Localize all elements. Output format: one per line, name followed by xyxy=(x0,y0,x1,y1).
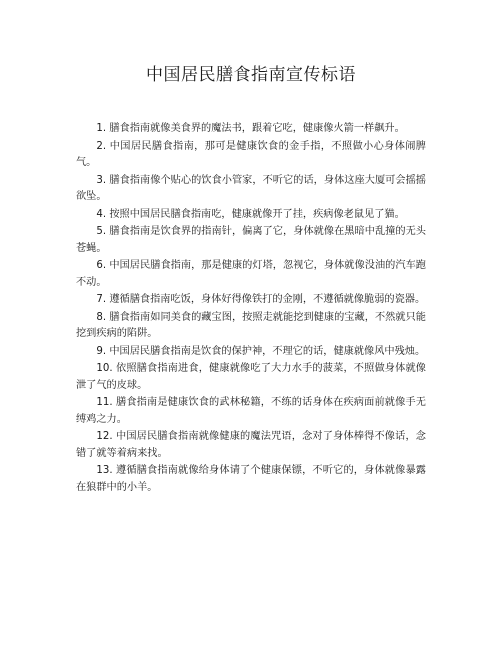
slogan-item: 8. 膳食指南如同美食的藏宝图，按照走就能挖到健康的宝藏，不然就只能挖到疾病的陷阱。 xyxy=(76,311,426,339)
slogan-item: 4. 按照中国居民膳食指南吃，健康就像开了挂，疾病像老鼠见了猫。 xyxy=(96,208,405,220)
slogan-item: 13. 遵循膳食指南就像给身体请了个健康保镖，不听它的，身体就像暴露在狼群中的小羊。 xyxy=(76,465,426,493)
slogan-item: 3. 膳食指南像个贴心的饮食小管家，不听它的话，身体这座大厦可会摇摇欲坠。 xyxy=(76,174,426,202)
slogan-item: 12. 中国居民膳食指南就像健康的魔法咒语，念对了身体棒得不像话，念错了就等着病来找。 xyxy=(76,431,426,459)
slogan-item: 10. 依照膳食指南进食，健康就像吃了大力水手的菠菜，不照做身体就像泄了气的皮球。 xyxy=(76,363,426,391)
slogan-item: 9. 中国居民膳食指南是饮食的保护神，不理它的话，健康就像风中残烛。 xyxy=(96,345,426,357)
slogan-item: 6. 中国居民膳食指南，那是健康的灯塔，忽视它，身体就像没油的汽车跑不动。 xyxy=(76,260,426,288)
slogan-item: 7. 遵循膳食指南吃饭，身体好得像铁打的金刚，不遵循就像脆弱的瓷器。 xyxy=(96,294,426,305)
document-title: 中国居民膳食指南宣传标语 xyxy=(146,65,356,85)
slogan-item: 5. 膳食指南是饮食界的指南针，偏离了它，身体就像在黑暗中乱撞的无头苍蝇。 xyxy=(76,226,426,254)
slogan-item: 11. 膳食指南是健康饮食的武林秘籍，不练的话身体在疾病面前就像手无缚鸡之力。 xyxy=(76,397,426,425)
slogan-item: 1. 膳食指南就像美食界的魔法书，跟着它吃，健康像火箭一样飙升。 xyxy=(96,123,405,134)
slogan-list xyxy=(76,121,426,496)
slogan-item: 2. 中国居民膳食指南，那可是健康饮食的金手指，不照做小心身体闹脾气。 xyxy=(76,140,426,168)
